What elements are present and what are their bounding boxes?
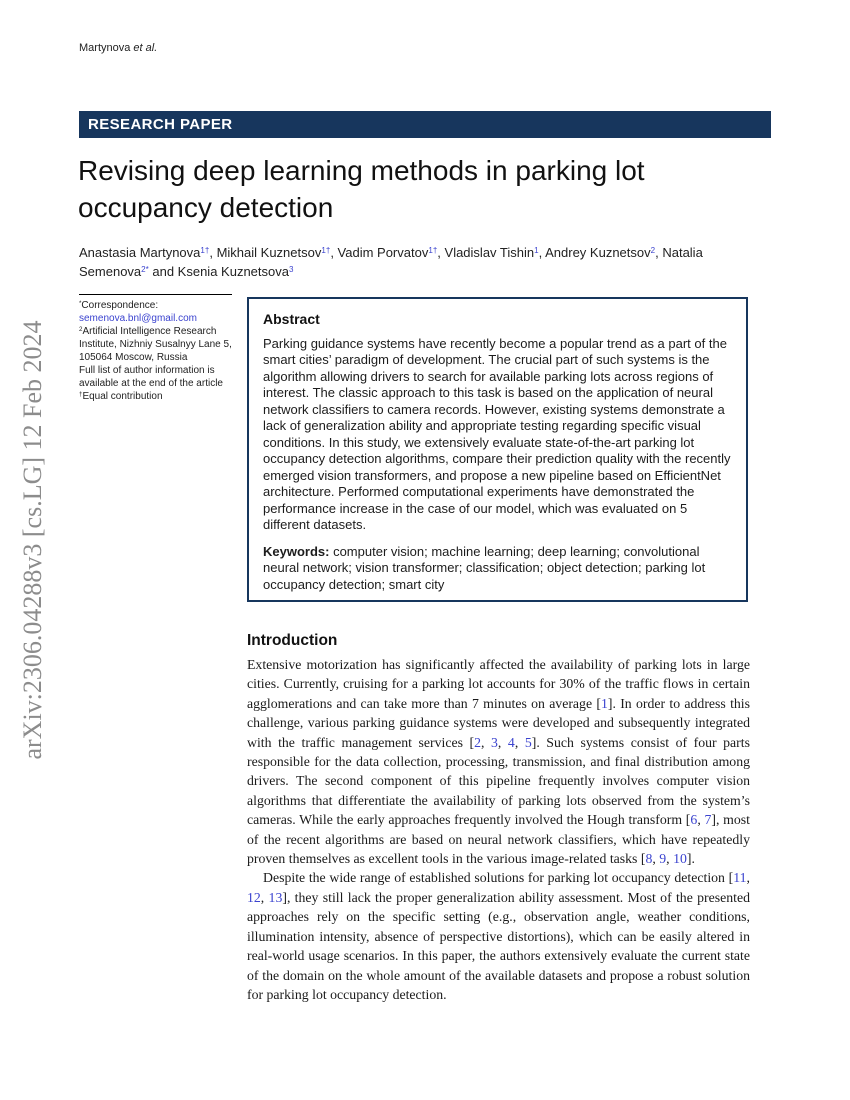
page-title: Revising deep learning methods in parking lot occupancy detection	[78, 155, 645, 223]
equal-contribution-note	[79, 390, 241, 403]
citation-link[interactable]: 3	[491, 734, 498, 750]
citation-link[interactable]: 2	[474, 734, 481, 750]
author-name: and Ksenia Kuznetsova	[148, 264, 289, 279]
author-name: , Vadim Porvatov	[330, 245, 429, 260]
running-head-etal: et al.	[133, 42, 158, 54]
arxiv-watermark-text[interactable]: arXiv:2306.04288v3 [cs.LG] 12 Feb 2024	[18, 320, 47, 760]
running-head	[79, 42, 157, 54]
author-affiliation-sup: 2*	[141, 264, 149, 274]
intro-paragraph-1: Extensive motorization has significantly affected the availability of parking lots in large cities. Currently, cruising for a parking lot accounts for 30% of the traffic flows in certain agglomerations and can take more than 7 minutes on average [1]. In order to address this challenge, various parking guidance systems were developed and subsequently integrated with the traffic management services [2, 3, 4, 5]. Such systems consist of four parts responsible for the data collection, processing, transmission, and final distribution among drivers. The second component of this pipeline frequently involves computer vision algorithms that differentiate the availability of parking lots observed from the system’s cameras. While the early approaches frequently involved the Hough transform [6, 7], most of the recent algorithms are based on neural network classifiers, which have repeatedly proven themselves as excellent tools in the various image-related tasks [8, 9, 10].	[247, 657, 751, 867]
keywords-text: computer vision; machine learning; deep learning; convolutional neural network; vision transformer; classification; object detection; parking lot occupancy detection; smart city	[263, 543, 706, 592]
citation-link[interactable]: 4	[507, 734, 515, 750]
intro-paragraph-2: Despite the wide range of established solutions for parking lot occupancy detection [11, 12, 13], they still lack the proper generalization ability assessment. Most of the presented approaches rely on the specific setting (e.g., observation angle, weather conditions, illumination intensity, absence of perspective distortions), which can be easily altered in real-world usage scenarios. In this paper, the authors extensively evaluate the current state of the domain on the whole amount of the available datasets and propose a robust solution for parking lot occupancy detection.	[247, 870, 750, 1002]
research-paper-banner	[79, 111, 771, 138]
abstract-heading: Abstract	[263, 311, 320, 327]
banner-label: RESEARCH PAPER	[88, 116, 233, 133]
equal-contribution-sup: †	[79, 390, 83, 398]
correspondence-label	[79, 299, 241, 312]
author-affiliation-sup: 1†	[428, 245, 438, 255]
author-name: Anastasia Martynova	[79, 245, 201, 260]
equal-contribution-text: Equal contribution	[82, 391, 163, 402]
abstract-text: Parking guidance systems have recently become a popular trend as a part of the smart cities’ paradigm of development. The crucial part of such systems is the algorithm allowing drivers to search for available parking lots across regions of interest. The classic approach to this task is based on the application of neural network classifiers to camera records. However, existing systems demonstrate a lack of generalization ability and appropriate testing regarding specific visual conditions. In this study, we extensively evaluate state-of-the-art parking lot occupancy detection algorithms, compare their prediction quality with the recently emerged vision transformers, and propose a new pipeline based on EfficientNet architecture. Performed computational experiments have demonstrated the performance increase in the case of our model, which was evaluated on 5 different datasets.	[263, 335, 731, 532]
author-name: , Andrey Kuznetsov	[538, 245, 651, 260]
author-affiliation-sup: 3	[288, 264, 294, 274]
affiliation-text	[79, 325, 241, 364]
correspondence-email[interactable]: semenova.bnl@gmail.com	[79, 313, 197, 324]
affiliation-sup: 2	[79, 325, 83, 333]
running-head-author: Martynova	[79, 42, 134, 54]
correspondence-label-text: Correspondence:	[81, 300, 159, 311]
abstract-box	[247, 297, 748, 602]
introduction-body	[247, 655, 750, 1004]
citation-link[interactable]: 6	[690, 812, 698, 828]
author-name: , Vladislav Tishin	[437, 245, 535, 260]
author-affiliation-sup: 1†	[321, 245, 331, 255]
citation-link[interactable]: 11	[733, 870, 747, 886]
sidebar-divider	[79, 294, 232, 295]
introduction-heading: Introduction	[247, 632, 338, 649]
author-info-note: Full list of author information is available at the end of the article	[79, 365, 223, 389]
correspondence-sidebar	[79, 294, 241, 403]
affiliation-text-body: Artificial Intelligence Research Institute, Nizhniy Susalnyy Lane 5, 105064 Moscow, Russia	[79, 326, 232, 363]
citation-link[interactable]: 5	[524, 734, 532, 750]
author-name: , Natalia Semenova	[79, 245, 703, 279]
author-affiliation-sup: 1	[534, 245, 539, 255]
citation-link[interactable]: 9	[659, 851, 667, 867]
keywords-paragraph	[263, 544, 732, 594]
authors-line	[79, 243, 769, 281]
author-name: , Mikhail Kuznetsov	[209, 245, 322, 260]
author-affiliation-sup: 1†	[200, 245, 210, 255]
citation-link[interactable]: 8	[645, 851, 653, 867]
citation-link[interactable]: 13	[268, 889, 283, 905]
citation-link[interactable]: 1	[600, 695, 608, 711]
citation-link[interactable]: 7	[704, 812, 712, 828]
keywords-label: Keywords:	[263, 543, 330, 559]
citation-link[interactable]: 12	[247, 889, 261, 905]
author-affiliation-sup: 2	[650, 245, 656, 255]
citation-link[interactable]: 10	[673, 851, 687, 867]
correspondence-sup: *	[79, 299, 82, 307]
